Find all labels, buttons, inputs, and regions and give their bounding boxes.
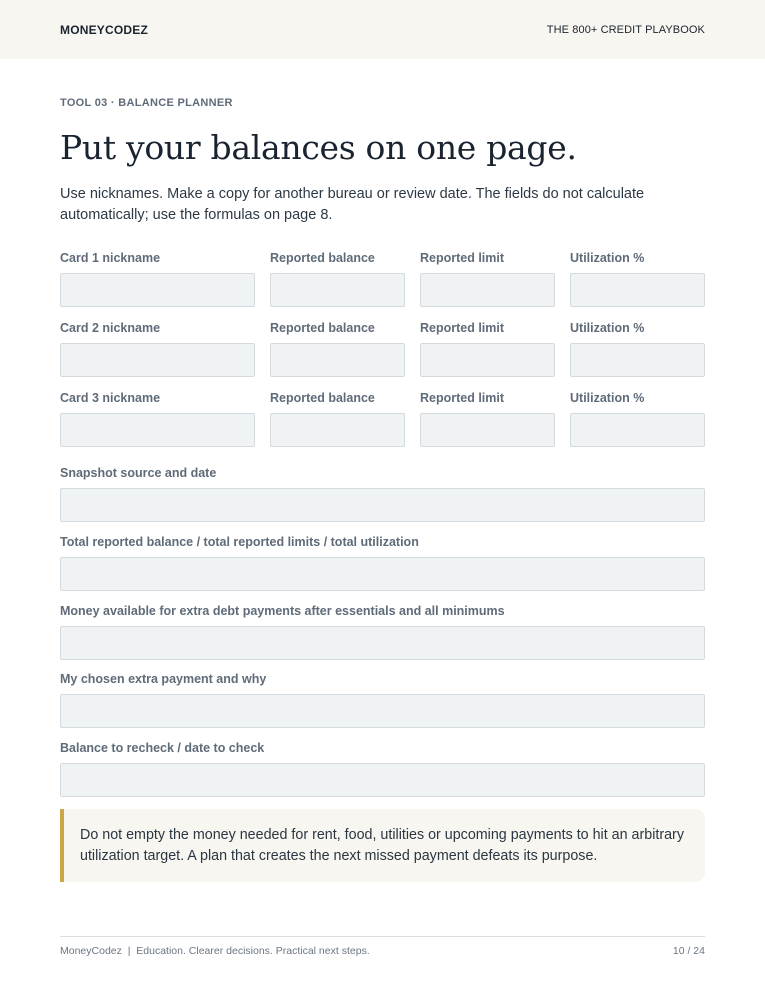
card-1-limit-field[interactable] — [420, 273, 555, 307]
card-1-balance-field[interactable] — [270, 273, 405, 307]
card-2-utilization-field[interactable] — [570, 343, 705, 377]
card-1-balance-label: Reported balance — [270, 251, 375, 265]
card-2-utilization-label: Utilization % — [570, 321, 645, 335]
card-2-balance-label: Reported balance — [270, 321, 375, 335]
card-2-limit-field[interactable] — [420, 343, 555, 377]
warning-callout — [60, 809, 705, 882]
totals-field[interactable] — [60, 557, 705, 591]
card-3-balance-label: Reported balance — [270, 391, 375, 405]
page-number: 10 / 24 — [672, 945, 705, 957]
card-3-nickname-label: Card 3 nickname — [60, 391, 161, 405]
card-2-nickname-field[interactable] — [60, 343, 255, 377]
card-1-nickname-field[interactable] — [60, 273, 255, 307]
callout-text: Do not empty the money needed for rent, food, utilities or upcoming payments to hit an arbitrary utilization target. A plan that creates the next missed payment defeats its purpose. — [80, 827, 684, 864]
intro-text: Use nicknames. Make a copy for another bureau or review date. The fields do not calculate automatically; use the formulas on page 8. — [60, 186, 645, 223]
card-1-limit-label: Reported limit — [420, 251, 505, 265]
card-1-utilization-field[interactable] — [570, 273, 705, 307]
card-3-nickname-field[interactable] — [60, 413, 255, 447]
recheck-label: Balance to recheck / date to check — [60, 741, 265, 755]
extra-money-field[interactable] — [60, 626, 705, 660]
card-3-balance-field[interactable] — [270, 413, 405, 447]
snapshot-field[interactable] — [60, 488, 705, 522]
card-2-limit-label: Reported limit — [420, 321, 505, 335]
card-3-utilization-label: Utilization % — [570, 391, 645, 405]
card-3-limit-label: Reported limit — [420, 391, 505, 405]
card-2-nickname-label: Card 2 nickname — [60, 321, 161, 335]
card-2-balance-field[interactable] — [270, 343, 405, 377]
page-header — [0, 0, 765, 59]
card-1-utilization-label: Utilization % — [570, 251, 645, 265]
extra-money-label: Money available for extra debt payments after essentials and all minimums — [60, 604, 505, 618]
book-title: THE 800+ CREDIT PLAYBOOK — [546, 23, 705, 36]
card-3-limit-field[interactable] — [420, 413, 555, 447]
section-eyebrow: TOOL 03 · BALANCE PLANNER — [60, 97, 233, 109]
chosen-payment-label: My chosen extra payment and why — [60, 672, 267, 686]
snapshot-label: Snapshot source and date — [60, 466, 217, 480]
footer-text: MoneyCodez | Education. Clearer decisions. Practical next steps. — [60, 945, 370, 957]
card-3-utilization-field[interactable] — [570, 413, 705, 447]
brand-name: MONEYCODEZ — [60, 22, 149, 37]
card-1-nickname-label: Card 1 nickname — [60, 251, 161, 265]
chosen-payment-field[interactable] — [60, 694, 705, 728]
recheck-field[interactable] — [60, 763, 705, 797]
page-title: Put your balances on one page. — [60, 128, 577, 167]
totals-label: Total reported balance / total reported limits / total utilization — [60, 535, 419, 549]
footer-divider — [60, 936, 705, 937]
